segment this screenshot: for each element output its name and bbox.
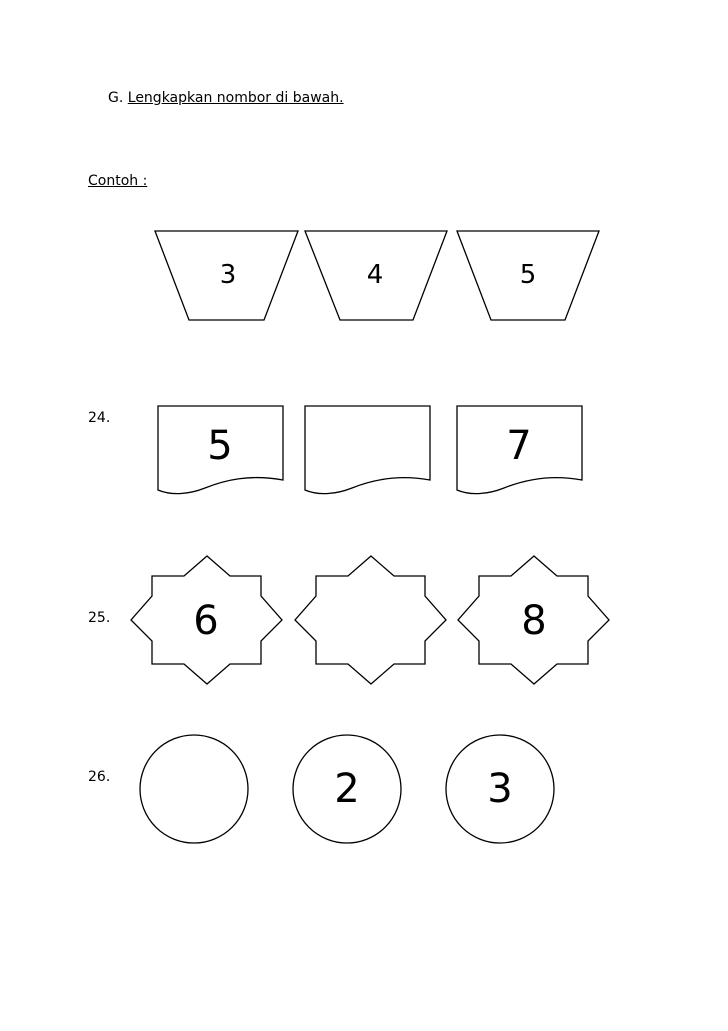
example-number-3: 5 xyxy=(519,260,537,290)
example-label: Contoh : xyxy=(88,173,148,189)
q25-number-3: 8 xyxy=(521,598,547,644)
question-24-number: 24. xyxy=(88,410,111,426)
q24-number-1: 5 xyxy=(207,423,233,469)
example-number-1: 3 xyxy=(219,260,237,290)
section-letter: G. xyxy=(108,90,124,106)
example-number-2: 4 xyxy=(366,260,384,290)
example-row xyxy=(155,231,599,320)
q25-number-1: 6 xyxy=(193,598,219,644)
q26-circle-1 xyxy=(140,735,248,843)
question-25-number: 25. xyxy=(88,610,111,626)
question-26-row xyxy=(140,735,554,843)
q26-number-2: 2 xyxy=(334,766,360,812)
q26-number-3: 3 xyxy=(487,766,513,812)
question-25-row xyxy=(131,556,609,684)
question-24-row xyxy=(158,406,582,494)
question-26-number: 26. xyxy=(88,769,111,785)
instruction-title: Lengkapkan nombor di bawah. xyxy=(127,90,344,106)
q25-star-2 xyxy=(295,556,446,684)
q24-number-3: 7 xyxy=(506,423,532,469)
q24-document-2 xyxy=(305,406,430,494)
